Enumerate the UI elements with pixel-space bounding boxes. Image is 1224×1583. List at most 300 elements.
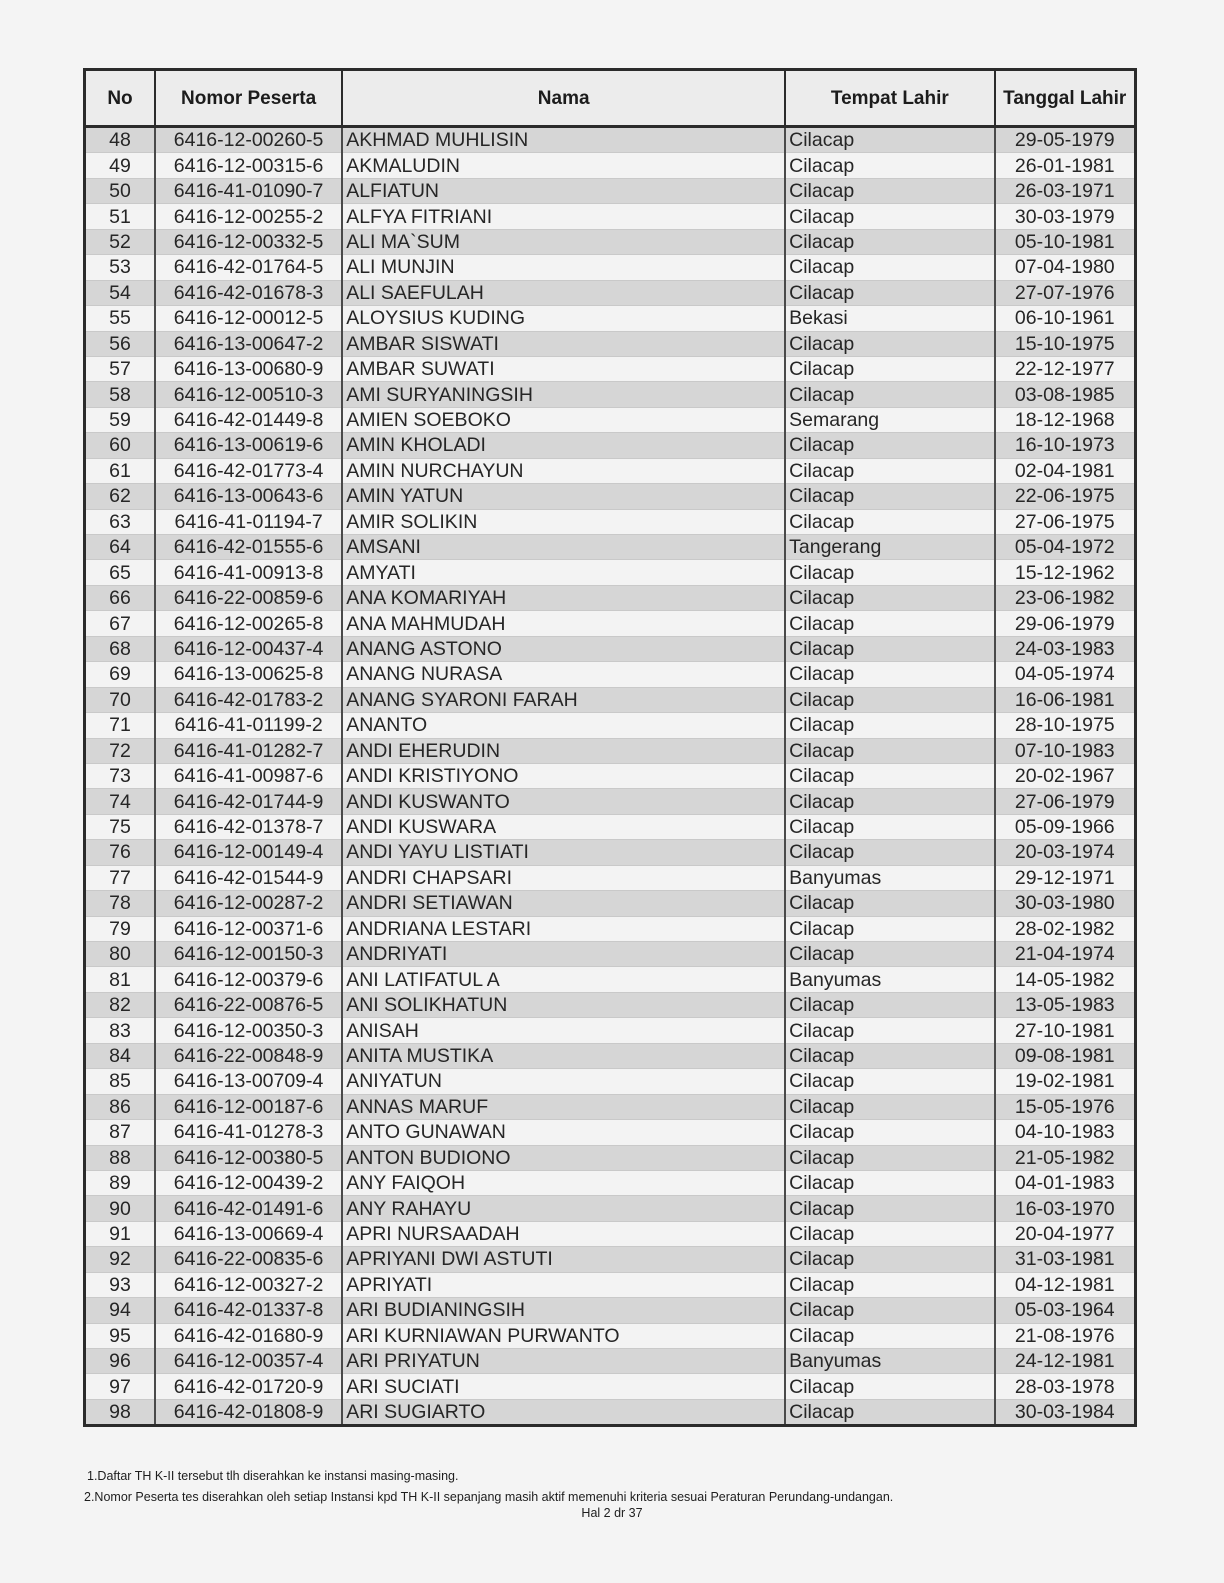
table-row — [85, 280, 1136, 305]
cell-tempat-lahir: Cilacap — [785, 356, 994, 381]
cell-nomor-peserta: 6416-42-01491-6 — [155, 1196, 342, 1221]
cell-tempat-lahir: Cilacap — [785, 662, 994, 687]
cell-tanggal-lahir: 05-04-1972 — [995, 535, 1136, 560]
table-row — [85, 178, 1136, 203]
cell-nama: ANDI YAYU LISTIATI — [342, 840, 785, 865]
cell-tanggal-lahir: 29-05-1979 — [995, 127, 1136, 153]
cell-tempat-lahir: Banyumas — [785, 865, 994, 890]
cell-no: 73 — [85, 763, 155, 788]
table-row — [85, 636, 1136, 661]
cell-tempat-lahir: Cilacap — [785, 1298, 994, 1323]
cell-nomor-peserta: 6416-42-01764-5 — [155, 255, 342, 280]
cell-nomor-peserta: 6416-22-00835-6 — [155, 1247, 342, 1272]
cell-tempat-lahir: Tangerang — [785, 535, 994, 560]
table-row — [85, 611, 1136, 636]
cell-tanggal-lahir: 30-03-1980 — [995, 891, 1136, 916]
cell-no: 87 — [85, 1120, 155, 1145]
cell-no: 62 — [85, 484, 155, 509]
cell-nama: ALOYSIUS KUDING — [342, 306, 785, 331]
cell-nomor-peserta: 6416-12-00379-6 — [155, 967, 342, 992]
cell-nama: ARI SUGIARTO — [342, 1399, 785, 1425]
cell-nama: APRI NURSAADAH — [342, 1221, 785, 1246]
cell-no: 84 — [85, 1043, 155, 1068]
cell-tanggal-lahir: 28-10-1975 — [995, 713, 1136, 738]
cell-tempat-lahir: Cilacap — [785, 178, 994, 203]
cell-nama: ANDI KUSWARA — [342, 814, 785, 839]
table-row — [85, 306, 1136, 331]
cell-tanggal-lahir: 22-06-1975 — [995, 484, 1136, 509]
table-row — [85, 1247, 1136, 1272]
cell-no: 48 — [85, 127, 155, 153]
cell-tempat-lahir: Cilacap — [785, 229, 994, 254]
table-row — [85, 1349, 1136, 1374]
cell-tanggal-lahir: 22-12-1977 — [995, 356, 1136, 381]
cell-nomor-peserta: 6416-12-00327-2 — [155, 1272, 342, 1297]
cell-nama: AKHMAD MUHLISIN — [342, 127, 785, 153]
cell-tempat-lahir: Cilacap — [785, 1221, 994, 1246]
table-row — [85, 967, 1136, 992]
table-row — [85, 127, 1136, 153]
cell-nomor-peserta: 6416-42-01544-9 — [155, 865, 342, 890]
table-row — [85, 204, 1136, 229]
cell-no: 51 — [85, 204, 155, 229]
cell-nomor-peserta: 6416-42-01773-4 — [155, 458, 342, 483]
cell-nomor-peserta: 6416-13-00647-2 — [155, 331, 342, 356]
cell-tempat-lahir: Cilacap — [785, 1374, 994, 1399]
cell-no: 55 — [85, 306, 155, 331]
table-row — [85, 458, 1136, 483]
cell-nama: AMSANI — [342, 535, 785, 560]
cell-tanggal-lahir: 04-01-1983 — [995, 1170, 1136, 1195]
cell-tempat-lahir: Cilacap — [785, 840, 994, 865]
cell-tanggal-lahir: 29-12-1971 — [995, 865, 1136, 890]
cell-nomor-peserta: 6416-12-00265-8 — [155, 611, 342, 636]
cell-nama: AMBAR SUWATI — [342, 356, 785, 381]
cell-tempat-lahir: Cilacap — [785, 153, 994, 178]
cell-tanggal-lahir: 14-05-1982 — [995, 967, 1136, 992]
cell-no: 52 — [85, 229, 155, 254]
cell-tempat-lahir: Cilacap — [785, 331, 994, 356]
cell-tempat-lahir: Cilacap — [785, 1196, 994, 1221]
cell-tempat-lahir: Cilacap — [785, 942, 994, 967]
cell-no: 59 — [85, 407, 155, 432]
cell-tempat-lahir: Cilacap — [785, 280, 994, 305]
cell-no: 56 — [85, 331, 155, 356]
cell-tanggal-lahir: 27-07-1976 — [995, 280, 1136, 305]
cell-no: 95 — [85, 1323, 155, 1348]
cell-tempat-lahir: Cilacap — [785, 585, 994, 610]
cell-nomor-peserta: 6416-13-00680-9 — [155, 356, 342, 381]
cell-nomor-peserta: 6416-22-00848-9 — [155, 1043, 342, 1068]
cell-tanggal-lahir: 05-03-1964 — [995, 1298, 1136, 1323]
cell-no: 89 — [85, 1170, 155, 1195]
cell-tanggal-lahir: 21-08-1976 — [995, 1323, 1136, 1348]
cell-no: 53 — [85, 255, 155, 280]
cell-no: 92 — [85, 1247, 155, 1272]
cell-no: 64 — [85, 535, 155, 560]
cell-tempat-lahir: Cilacap — [785, 1094, 994, 1119]
table-row — [85, 1323, 1136, 1348]
header-nama: Nama — [342, 70, 785, 127]
table-body — [85, 127, 1136, 1426]
table-row — [85, 433, 1136, 458]
cell-nama: ANDI EHERUDIN — [342, 738, 785, 763]
cell-tanggal-lahir: 16-06-1981 — [995, 687, 1136, 712]
cell-no: 98 — [85, 1399, 155, 1425]
table-row — [85, 331, 1136, 356]
header-tempat-lahir: Tempat Lahir — [785, 70, 994, 127]
cell-tempat-lahir: Cilacap — [785, 509, 994, 534]
cell-nama: ANTON BUDIONO — [342, 1145, 785, 1170]
cell-nomor-peserta: 6416-13-00709-4 — [155, 1069, 342, 1094]
table-row — [85, 763, 1136, 788]
cell-nomor-peserta: 6416-41-00987-6 — [155, 763, 342, 788]
cell-nama: AMBAR SISWATI — [342, 331, 785, 356]
cell-no: 72 — [85, 738, 155, 763]
cell-tanggal-lahir: 29-06-1979 — [995, 611, 1136, 636]
cell-tempat-lahir: Cilacap — [785, 1145, 994, 1170]
cell-tanggal-lahir: 06-10-1961 — [995, 306, 1136, 331]
cell-tempat-lahir: Cilacap — [785, 789, 994, 814]
cell-no: 63 — [85, 509, 155, 534]
cell-no: 94 — [85, 1298, 155, 1323]
cell-nama: AMIN NURCHAYUN — [342, 458, 785, 483]
cell-tempat-lahir: Cilacap — [785, 433, 994, 458]
cell-nama: ANA KOMARIYAH — [342, 585, 785, 610]
cell-tanggal-lahir: 05-10-1981 — [995, 229, 1136, 254]
cell-nama: ANDRI SETIAWAN — [342, 891, 785, 916]
cell-nomor-peserta: 6416-41-01278-3 — [155, 1120, 342, 1145]
cell-no: 70 — [85, 687, 155, 712]
cell-tanggal-lahir: 18-12-1968 — [995, 407, 1136, 432]
cell-nomor-peserta: 6416-22-00876-5 — [155, 992, 342, 1017]
table-row — [85, 1043, 1136, 1068]
header-row — [85, 70, 1136, 127]
cell-nama: AMIN YATUN — [342, 484, 785, 509]
cell-tanggal-lahir: 21-05-1982 — [995, 1145, 1136, 1170]
cell-nomor-peserta: 6416-12-00260-5 — [155, 127, 342, 153]
cell-tanggal-lahir: 04-12-1981 — [995, 1272, 1136, 1297]
cell-nama: ARI KURNIAWAN PURWANTO — [342, 1323, 785, 1348]
cell-nama: ALI MUNJIN — [342, 255, 785, 280]
cell-no: 50 — [85, 178, 155, 203]
cell-tanggal-lahir: 26-01-1981 — [995, 153, 1136, 178]
cell-no: 96 — [85, 1349, 155, 1374]
cell-tanggal-lahir: 20-02-1967 — [995, 763, 1136, 788]
cell-tempat-lahir: Cilacap — [785, 814, 994, 839]
cell-nomor-peserta: 6416-41-01282-7 — [155, 738, 342, 763]
cell-tanggal-lahir: 28-02-1982 — [995, 916, 1136, 941]
cell-tanggal-lahir: 04-10-1983 — [995, 1120, 1136, 1145]
footnotes — [84, 1466, 1138, 1508]
cell-nomor-peserta: 6416-13-00669-4 — [155, 1221, 342, 1246]
cell-nomor-peserta: 6416-12-00371-6 — [155, 916, 342, 941]
cell-nama: ARI SUCIATI — [342, 1374, 785, 1399]
table-row — [85, 153, 1136, 178]
cell-tanggal-lahir: 27-06-1979 — [995, 789, 1136, 814]
cell-nama: ANANG NURASA — [342, 662, 785, 687]
cell-nama: ANNAS MARUF — [342, 1094, 785, 1119]
cell-nama: ANY RAHAYU — [342, 1196, 785, 1221]
cell-tempat-lahir: Cilacap — [785, 204, 994, 229]
cell-nomor-peserta: 6416-41-01090-7 — [155, 178, 342, 203]
cell-no: 91 — [85, 1221, 155, 1246]
cell-tempat-lahir: Cilacap — [785, 611, 994, 636]
cell-nama: APRIYATI — [342, 1272, 785, 1297]
cell-nama: ANY FAIQOH — [342, 1170, 785, 1195]
cell-nama: AMYATI — [342, 560, 785, 585]
cell-tanggal-lahir: 24-03-1983 — [995, 636, 1136, 661]
cell-no: 69 — [85, 662, 155, 687]
cell-tempat-lahir: Cilacap — [785, 992, 994, 1017]
table-row — [85, 891, 1136, 916]
cell-tempat-lahir: Cilacap — [785, 458, 994, 483]
cell-nomor-peserta: 6416-42-01744-9 — [155, 789, 342, 814]
cell-tempat-lahir: Cilacap — [785, 687, 994, 712]
table-row — [85, 255, 1136, 280]
cell-tempat-lahir: Bekasi — [785, 306, 994, 331]
table-row — [85, 1272, 1136, 1297]
table-row — [85, 560, 1136, 585]
cell-tanggal-lahir: 28-03-1978 — [995, 1374, 1136, 1399]
cell-no: 74 — [85, 789, 155, 814]
cell-tanggal-lahir: 23-06-1982 — [995, 585, 1136, 610]
table-row — [85, 687, 1136, 712]
cell-nomor-peserta: 6416-42-01378-7 — [155, 814, 342, 839]
cell-no: 80 — [85, 942, 155, 967]
participant-table — [83, 68, 1137, 1427]
cell-no: 85 — [85, 1069, 155, 1094]
cell-tempat-lahir: Semarang — [785, 407, 994, 432]
table-row — [85, 407, 1136, 432]
cell-tanggal-lahir: 30-03-1979 — [995, 204, 1136, 229]
cell-tempat-lahir: Cilacap — [785, 382, 994, 407]
cell-no: 81 — [85, 967, 155, 992]
cell-nomor-peserta: 6416-12-00149-4 — [155, 840, 342, 865]
cell-no: 66 — [85, 585, 155, 610]
cell-tempat-lahir: Cilacap — [785, 1170, 994, 1195]
cell-nomor-peserta: 6416-41-00913-8 — [155, 560, 342, 585]
cell-nama: ALFYA FITRIANI — [342, 204, 785, 229]
cell-no: 79 — [85, 916, 155, 941]
table-row — [85, 713, 1136, 738]
cell-tanggal-lahir: 30-03-1984 — [995, 1399, 1136, 1425]
cell-no: 58 — [85, 382, 155, 407]
cell-tempat-lahir: Cilacap — [785, 763, 994, 788]
cell-nama: ARI BUDIANINGSIH — [342, 1298, 785, 1323]
cell-nomor-peserta: 6416-42-01720-9 — [155, 1374, 342, 1399]
header-no: No — [85, 70, 155, 127]
cell-tempat-lahir: Cilacap — [785, 636, 994, 661]
table-row — [85, 992, 1136, 1017]
cell-no: 65 — [85, 560, 155, 585]
cell-no: 93 — [85, 1272, 155, 1297]
table-row — [85, 738, 1136, 763]
cell-tanggal-lahir: 04-05-1974 — [995, 662, 1136, 687]
cell-no: 90 — [85, 1196, 155, 1221]
cell-no: 57 — [85, 356, 155, 381]
table-row — [85, 1298, 1136, 1323]
cell-nama: ANDRIANA LESTARI — [342, 916, 785, 941]
cell-tempat-lahir: Cilacap — [785, 1018, 994, 1043]
table-row — [85, 1374, 1136, 1399]
cell-no: 82 — [85, 992, 155, 1017]
cell-tanggal-lahir: 21-04-1974 — [995, 942, 1136, 967]
table-row — [85, 1170, 1136, 1195]
cell-nama: ANIYATUN — [342, 1069, 785, 1094]
cell-tempat-lahir: Banyumas — [785, 967, 994, 992]
cell-no: 67 — [85, 611, 155, 636]
cell-tanggal-lahir: 02-04-1981 — [995, 458, 1136, 483]
cell-nomor-peserta: 6416-42-01680-9 — [155, 1323, 342, 1348]
cell-nama: AMIR SOLIKIN — [342, 509, 785, 534]
cell-nama: ANA MAHMUDAH — [342, 611, 785, 636]
cell-tanggal-lahir: 31-03-1981 — [995, 1247, 1136, 1272]
table-row — [85, 1399, 1136, 1425]
table-row — [85, 1018, 1136, 1043]
cell-no: 68 — [85, 636, 155, 661]
cell-tempat-lahir: Cilacap — [785, 1399, 994, 1425]
cell-nomor-peserta: 6416-41-01194-7 — [155, 509, 342, 534]
cell-tanggal-lahir: 03-08-1985 — [995, 382, 1136, 407]
cell-tempat-lahir: Cilacap — [785, 127, 994, 153]
cell-no: 60 — [85, 433, 155, 458]
cell-no: 77 — [85, 865, 155, 890]
cell-nomor-peserta: 6416-13-00625-8 — [155, 662, 342, 687]
cell-tempat-lahir: Cilacap — [785, 560, 994, 585]
cell-tanggal-lahir: 20-03-1974 — [995, 840, 1136, 865]
table-row — [85, 1069, 1136, 1094]
cell-no: 76 — [85, 840, 155, 865]
cell-no: 86 — [85, 1094, 155, 1119]
cell-nama: ANI LATIFATUL A — [342, 967, 785, 992]
table-row — [85, 916, 1136, 941]
cell-nomor-peserta: 6416-41-01199-2 — [155, 713, 342, 738]
cell-nomor-peserta: 6416-13-00643-6 — [155, 484, 342, 509]
cell-nama: ANITA MUSTIKA — [342, 1043, 785, 1068]
cell-no: 78 — [85, 891, 155, 916]
cell-tanggal-lahir: 16-03-1970 — [995, 1196, 1136, 1221]
cell-no: 54 — [85, 280, 155, 305]
cell-nomor-peserta: 6416-12-00380-5 — [155, 1145, 342, 1170]
cell-nomor-peserta: 6416-42-01808-9 — [155, 1399, 342, 1425]
table-row — [85, 814, 1136, 839]
cell-nomor-peserta: 6416-12-00332-5 — [155, 229, 342, 254]
cell-nomor-peserta: 6416-12-00510-3 — [155, 382, 342, 407]
cell-tanggal-lahir: 07-10-1983 — [995, 738, 1136, 763]
cell-nama: AKMALUDIN — [342, 153, 785, 178]
table-row — [85, 942, 1136, 967]
cell-nama: AMIN KHOLADI — [342, 433, 785, 458]
header-nomor-peserta: Nomor Peserta — [155, 70, 342, 127]
table-row — [85, 356, 1136, 381]
cell-nomor-peserta: 6416-13-00619-6 — [155, 433, 342, 458]
cell-nomor-peserta: 6416-12-00287-2 — [155, 891, 342, 916]
cell-tanggal-lahir: 19-02-1981 — [995, 1069, 1136, 1094]
cell-nomor-peserta: 6416-42-01555-6 — [155, 535, 342, 560]
footnote-1: 1.Daftar TH K-II tersebut tlh diserahkan ke instansi masing-masing. — [87, 1469, 459, 1483]
cell-tempat-lahir: Cilacap — [785, 916, 994, 941]
cell-tanggal-lahir: 16-10-1973 — [995, 433, 1136, 458]
cell-tempat-lahir: Cilacap — [785, 1120, 994, 1145]
table-row — [85, 484, 1136, 509]
cell-nama: ANANTO — [342, 713, 785, 738]
cell-nama: ARI PRIYATUN — [342, 1349, 785, 1374]
cell-tempat-lahir: Cilacap — [785, 1069, 994, 1094]
cell-nomor-peserta: 6416-12-00437-4 — [155, 636, 342, 661]
table-row — [85, 1145, 1136, 1170]
cell-nama: ANTO GUNAWAN — [342, 1120, 785, 1145]
cell-nomor-peserta: 6416-12-00150-3 — [155, 942, 342, 967]
cell-no: 88 — [85, 1145, 155, 1170]
cell-tanggal-lahir: 09-08-1981 — [995, 1043, 1136, 1068]
cell-nama: ANDI KUSWANTO — [342, 789, 785, 814]
table-row — [85, 509, 1136, 534]
cell-nama: APRIYANI DWI ASTUTI — [342, 1247, 785, 1272]
cell-nama: ANDRIYATI — [342, 942, 785, 967]
cell-tempat-lahir: Cilacap — [785, 1323, 994, 1348]
cell-nomor-peserta: 6416-12-00315-6 — [155, 153, 342, 178]
cell-nama: ALI MA`SUM — [342, 229, 785, 254]
cell-tempat-lahir: Cilacap — [785, 713, 994, 738]
cell-tempat-lahir: Cilacap — [785, 1043, 994, 1068]
cell-tanggal-lahir: 27-10-1981 — [995, 1018, 1136, 1043]
table-row — [85, 535, 1136, 560]
cell-nama: AMI SURYANINGSIH — [342, 382, 785, 407]
table-row — [85, 382, 1136, 407]
cell-nomor-peserta: 6416-12-00439-2 — [155, 1170, 342, 1195]
cell-no: 75 — [85, 814, 155, 839]
cell-tempat-lahir: Cilacap — [785, 1272, 994, 1297]
cell-tanggal-lahir: 05-09-1966 — [995, 814, 1136, 839]
cell-nomor-peserta: 6416-12-00255-2 — [155, 204, 342, 229]
table-row — [85, 585, 1136, 610]
cell-tanggal-lahir: 24-12-1981 — [995, 1349, 1136, 1374]
cell-nomor-peserta: 6416-42-01337-8 — [155, 1298, 342, 1323]
table-row — [85, 1221, 1136, 1246]
table-row — [85, 789, 1136, 814]
cell-nomor-peserta: 6416-22-00859-6 — [155, 585, 342, 610]
cell-tempat-lahir: Banyumas — [785, 1349, 994, 1374]
cell-no: 49 — [85, 153, 155, 178]
header-tanggal-lahir: Tanggal Lahir — [995, 70, 1136, 127]
cell-tempat-lahir: Cilacap — [785, 1247, 994, 1272]
cell-nomor-peserta: 6416-42-01678-3 — [155, 280, 342, 305]
cell-nomor-peserta: 6416-12-00187-6 — [155, 1094, 342, 1119]
cell-tanggal-lahir: 15-05-1976 — [995, 1094, 1136, 1119]
cell-nomor-peserta: 6416-42-01783-2 — [155, 687, 342, 712]
cell-tanggal-lahir: 20-04-1977 — [995, 1221, 1136, 1246]
footnote-2: 2.Nomor Peserta tes diserahkan oleh setiap Instansi kpd TH K-II sepanjang masih aktif memenuhi kriteria sesuai Peraturan Perundang-undangan. — [84, 1490, 894, 1504]
table-row — [85, 662, 1136, 687]
cell-nama: AMIEN SOEBOKO — [342, 407, 785, 432]
table-row — [85, 229, 1136, 254]
cell-tempat-lahir: Cilacap — [785, 738, 994, 763]
cell-no: 83 — [85, 1018, 155, 1043]
cell-tanggal-lahir: 27-06-1975 — [995, 509, 1136, 534]
table-row — [85, 1120, 1136, 1145]
table-row — [85, 840, 1136, 865]
cell-nomor-peserta: 6416-42-01449-8 — [155, 407, 342, 432]
cell-no: 97 — [85, 1374, 155, 1399]
cell-tanggal-lahir: 07-04-1980 — [995, 255, 1136, 280]
table-row — [85, 1196, 1136, 1221]
cell-tanggal-lahir: 26-03-1971 — [995, 178, 1136, 203]
cell-tanggal-lahir: 15-12-1962 — [995, 560, 1136, 585]
cell-nomor-peserta: 6416-12-00350-3 — [155, 1018, 342, 1043]
cell-nama: ANDI KRISTIYONO — [342, 763, 785, 788]
cell-tanggal-lahir: 15-10-1975 — [995, 331, 1136, 356]
